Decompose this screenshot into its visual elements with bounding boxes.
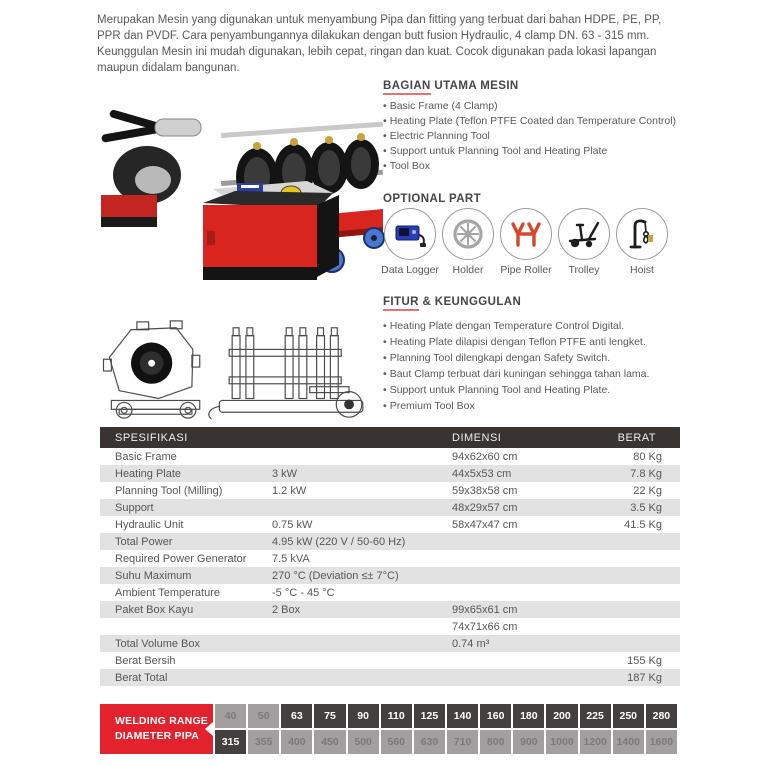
bullet-icon: • bbox=[383, 145, 387, 157]
spec-row bbox=[100, 567, 680, 584]
diameter-cell: 1600 bbox=[646, 730, 677, 754]
optional-part-row bbox=[383, 208, 669, 276]
bullet-text: Heating Plate dengan Temperature Control Digital. bbox=[389, 320, 625, 332]
spec-row bbox=[100, 584, 680, 601]
spec-cell: 99x65x61 cm bbox=[452, 601, 590, 618]
diameter-cell: 900 bbox=[513, 730, 544, 754]
tool-box-illustration bbox=[203, 181, 339, 280]
spec-cell: 155 Kg bbox=[627, 654, 662, 667]
diameter-cell: 200 bbox=[546, 704, 577, 728]
diameter-cell: 50 bbox=[248, 704, 279, 728]
welding-range-line1: WELDING RANGE bbox=[115, 715, 209, 727]
bullet-text: Premium Tool Box bbox=[389, 400, 475, 412]
technical-drawing bbox=[95, 316, 387, 426]
spec-header-cell: BERAT bbox=[590, 427, 680, 448]
spec-row bbox=[100, 465, 680, 482]
bullet-item bbox=[383, 398, 683, 414]
spec-cell bbox=[590, 601, 680, 618]
welding-range-line2: DIAMETER PIPA bbox=[115, 730, 200, 742]
diameter-cell: 280 bbox=[646, 704, 677, 728]
spec-cell bbox=[272, 618, 452, 635]
bullet-item bbox=[383, 318, 683, 334]
bullet-text: Basic Frame (4 Clamp) bbox=[389, 100, 498, 112]
spec-cell: Planning Tool (Milling) bbox=[115, 484, 223, 497]
bullet-item bbox=[383, 114, 683, 129]
spec-header-cell bbox=[272, 427, 452, 448]
diameter-cell: 800 bbox=[480, 730, 511, 754]
optional-item-pipe-roller bbox=[499, 208, 553, 276]
bullet-text: Tool Box bbox=[389, 160, 430, 172]
optional-item-data-logger bbox=[383, 208, 437, 276]
diameter-cell: 250 bbox=[613, 704, 644, 728]
diameter-cell: 90 bbox=[348, 704, 379, 728]
diameter-cell: 40 bbox=[215, 704, 246, 728]
spec-cell: 58x47x47 cm bbox=[452, 518, 518, 531]
spec-cell: Required Power Generator bbox=[115, 552, 247, 565]
spec-header-cell: SPESIFIKASI bbox=[100, 427, 272, 448]
diameter-cell: 1400 bbox=[613, 730, 644, 754]
spec-cell: Basic Frame bbox=[115, 450, 177, 463]
welding-range-table bbox=[100, 704, 677, 754]
spec-cell: 7.5 kVA bbox=[272, 552, 310, 565]
spec-cell: 0.75 kW bbox=[272, 518, 313, 531]
spec-row bbox=[100, 618, 680, 635]
diameter-cell: 355 bbox=[248, 730, 279, 754]
optional-item-label: Hoist bbox=[630, 264, 654, 276]
spec-cell: 2 Box bbox=[272, 601, 452, 618]
diameter-cell: 225 bbox=[580, 704, 611, 728]
spec-row bbox=[100, 516, 680, 533]
features-list bbox=[383, 318, 683, 414]
spec-cell: 270 °C (Deviation ≤± 7°C) bbox=[272, 567, 452, 584]
spec-row bbox=[100, 669, 680, 686]
main-parts-list bbox=[383, 99, 683, 174]
optional-item-label: Holder bbox=[452, 264, 484, 276]
diameter-cell: 400 bbox=[281, 730, 312, 754]
spec-cell: Total Power bbox=[100, 533, 272, 550]
spec-row bbox=[100, 652, 680, 669]
holder-icon bbox=[442, 208, 494, 260]
diameter-cell: 110 bbox=[381, 704, 412, 728]
spec-cell bbox=[590, 635, 680, 652]
spec-cell: -5 °C - 45 °C bbox=[272, 586, 335, 599]
spec-cell: Support bbox=[100, 499, 272, 516]
pipe-roller-icon bbox=[500, 208, 552, 260]
intro-paragraph: Merupakan Mesin yang digunakan untuk menyambung Pipa dan fitting yang terbuat dari bahan HDPE, PE, PP, PPR dan PVDF. Cara penyambungannya dilakukan dengan butt fusion Hydraulic, 4 clamp DN. 63 - 315 mm. Keunggulan Mesin ini mudah digunakan, lebih cepat, ringan dan kuat. Cocok digunakan pada lokasi lapangan maupun didalam bangunan. bbox=[97, 14, 662, 74]
spec-cell bbox=[590, 584, 680, 601]
bullet-text: Heating Plate (Teflon PTFE Coated dan Temperature Control) bbox=[389, 115, 677, 127]
spec-cell: Hydraulic Unit bbox=[115, 518, 184, 531]
bullet-item bbox=[383, 366, 683, 382]
bullet-icon: • bbox=[383, 384, 387, 396]
bullet-icon: • bbox=[383, 352, 387, 364]
spec-cell bbox=[452, 567, 590, 584]
bullet-text: Support untuk Planning Tool and Heating Plate bbox=[389, 145, 608, 157]
spec-table-body bbox=[100, 448, 680, 686]
spec-cell bbox=[452, 669, 590, 686]
spec-cell: 44x5x53 cm bbox=[452, 465, 590, 482]
spec-cell: 80 Kg bbox=[633, 450, 662, 463]
spec-cell bbox=[272, 499, 452, 516]
spec-cell bbox=[590, 618, 680, 635]
spec-cell: 3 kW bbox=[272, 465, 452, 482]
spec-cell: 59x38x58 cm bbox=[452, 484, 518, 497]
spec-cell: 187 Kg bbox=[590, 669, 680, 686]
diameter-cell: 75 bbox=[314, 704, 345, 728]
spec-row bbox=[100, 550, 680, 567]
bullet-text: Electric Planning Tool bbox=[389, 130, 490, 142]
spec-cell bbox=[272, 635, 452, 652]
welding-range-cells bbox=[215, 704, 677, 754]
spec-cell: 4.95 kW (220 V / 50-60 Hz) bbox=[272, 533, 452, 550]
diameter-cell: 125 bbox=[414, 704, 445, 728]
title-highlight: FITUR bbox=[383, 296, 419, 311]
diameter-cell: 500 bbox=[348, 730, 379, 754]
diameter-cell: 1200 bbox=[580, 730, 611, 754]
bullet-item bbox=[383, 99, 683, 114]
data-logger-icon bbox=[384, 208, 436, 260]
diameter-cell: 450 bbox=[314, 730, 345, 754]
section-title-optional-part: OPTIONAL PART bbox=[383, 193, 482, 205]
spec-row bbox=[100, 482, 680, 499]
bullet-icon: • bbox=[383, 160, 387, 172]
optional-item-trolley bbox=[557, 208, 611, 276]
spec-cell bbox=[272, 669, 452, 686]
welding-range-row bbox=[215, 704, 677, 728]
spec-cell: 1.2 kW bbox=[272, 484, 307, 497]
optional-item-label: Pipe Roller bbox=[500, 264, 552, 276]
spec-row bbox=[100, 635, 680, 652]
bullet-item bbox=[383, 382, 683, 398]
spec-cell: Berat Total bbox=[100, 669, 272, 686]
diameter-cell: 63 bbox=[281, 704, 312, 728]
spec-table-header-row bbox=[100, 427, 680, 448]
planning-tool-illustration bbox=[101, 109, 201, 227]
bullet-item bbox=[383, 129, 683, 144]
title-highlight: BAGIAN bbox=[383, 80, 431, 95]
bullet-item bbox=[383, 159, 683, 174]
spec-cell bbox=[590, 533, 680, 550]
spec-cell bbox=[272, 448, 452, 465]
diameter-cell: 710 bbox=[447, 730, 478, 754]
spec-cell: 94x62x60 cm bbox=[452, 450, 518, 463]
spec-row bbox=[100, 533, 680, 550]
bullet-icon: • bbox=[383, 115, 387, 127]
spec-cell: Total Volume Box bbox=[100, 635, 272, 652]
spec-row bbox=[100, 448, 680, 465]
diameter-cell: 630 bbox=[414, 730, 445, 754]
spec-cell: 0.74 m³ bbox=[452, 635, 590, 652]
bullet-text: Baut Clamp terbuat dari kuningan sehingga tahan lama. bbox=[389, 368, 650, 380]
bullet-icon: • bbox=[383, 336, 387, 348]
spec-cell: 7.8 Kg bbox=[590, 465, 680, 482]
diameter-cell: 315 bbox=[215, 730, 246, 754]
hoist-icon bbox=[616, 208, 668, 260]
spec-cell bbox=[452, 584, 590, 601]
spec-cell: 22 Kg bbox=[633, 484, 662, 497]
spec-cell: 74x71x66 cm bbox=[452, 620, 518, 633]
optional-item-hoist bbox=[615, 208, 669, 276]
diameter-cell: 160 bbox=[480, 704, 511, 728]
bullet-icon: • bbox=[383, 400, 387, 412]
diameter-cell: 180 bbox=[513, 704, 544, 728]
spec-cell: 3.5 Kg bbox=[590, 499, 680, 516]
bullet-item bbox=[383, 334, 683, 350]
optional-item-label: Trolley bbox=[568, 264, 600, 276]
trolley-icon bbox=[558, 208, 610, 260]
spec-cell bbox=[590, 550, 680, 567]
diameter-pipa-row bbox=[215, 730, 677, 754]
bullet-text: Support untuk Planning Tool and Heating Plate. bbox=[389, 384, 611, 396]
bullet-icon: • bbox=[383, 320, 387, 332]
title-rest: & KEUNGGULAN bbox=[418, 296, 522, 308]
spec-cell: Heating Plate bbox=[100, 465, 272, 482]
spec-row bbox=[100, 601, 680, 618]
bullet-item bbox=[383, 144, 683, 159]
spec-cell: Paket Box Kayu bbox=[100, 601, 272, 618]
spec-cell: 48x29x57 cm bbox=[452, 499, 590, 516]
spec-cell bbox=[452, 550, 590, 567]
diameter-cell: 560 bbox=[381, 730, 412, 754]
section-title-features bbox=[383, 296, 521, 308]
section-title-main-parts bbox=[383, 80, 519, 92]
bullet-icon: • bbox=[383, 130, 387, 142]
bullet-icon: • bbox=[383, 368, 387, 380]
spec-table bbox=[100, 427, 680, 686]
spec-cell bbox=[100, 618, 272, 635]
spec-cell bbox=[272, 652, 452, 669]
bullet-text: Heating Plate dilapisi dengan Teflon PTFE anti lengket. bbox=[389, 336, 646, 348]
welding-range-label bbox=[100, 704, 213, 754]
diameter-cell: 140 bbox=[447, 704, 478, 728]
spec-cell: Berat Bersih bbox=[115, 654, 176, 667]
spec-cell bbox=[452, 652, 590, 669]
bullet-icon: • bbox=[383, 100, 387, 112]
spec-header-cell: DIMENSI bbox=[452, 427, 590, 448]
machine-photo bbox=[95, 83, 387, 285]
spec-cell: 41.5 Kg bbox=[624, 518, 662, 531]
diameter-cell: 1000 bbox=[546, 730, 577, 754]
spec-cell: Suhu Maximum bbox=[100, 567, 272, 584]
spec-cell bbox=[590, 567, 680, 584]
spec-cell: Ambient Temperature bbox=[115, 586, 220, 599]
spec-cell bbox=[452, 533, 590, 550]
optional-item-holder bbox=[441, 208, 495, 276]
spec-row bbox=[100, 499, 680, 516]
title-rest: UTAMA MESIN bbox=[430, 80, 519, 92]
bullet-text: Planning Tool dilengkapi dengan Safety Switch. bbox=[389, 352, 611, 364]
optional-item-label: Data Logger bbox=[381, 264, 439, 276]
bullet-item bbox=[383, 350, 683, 366]
arrow-icon bbox=[205, 722, 213, 736]
